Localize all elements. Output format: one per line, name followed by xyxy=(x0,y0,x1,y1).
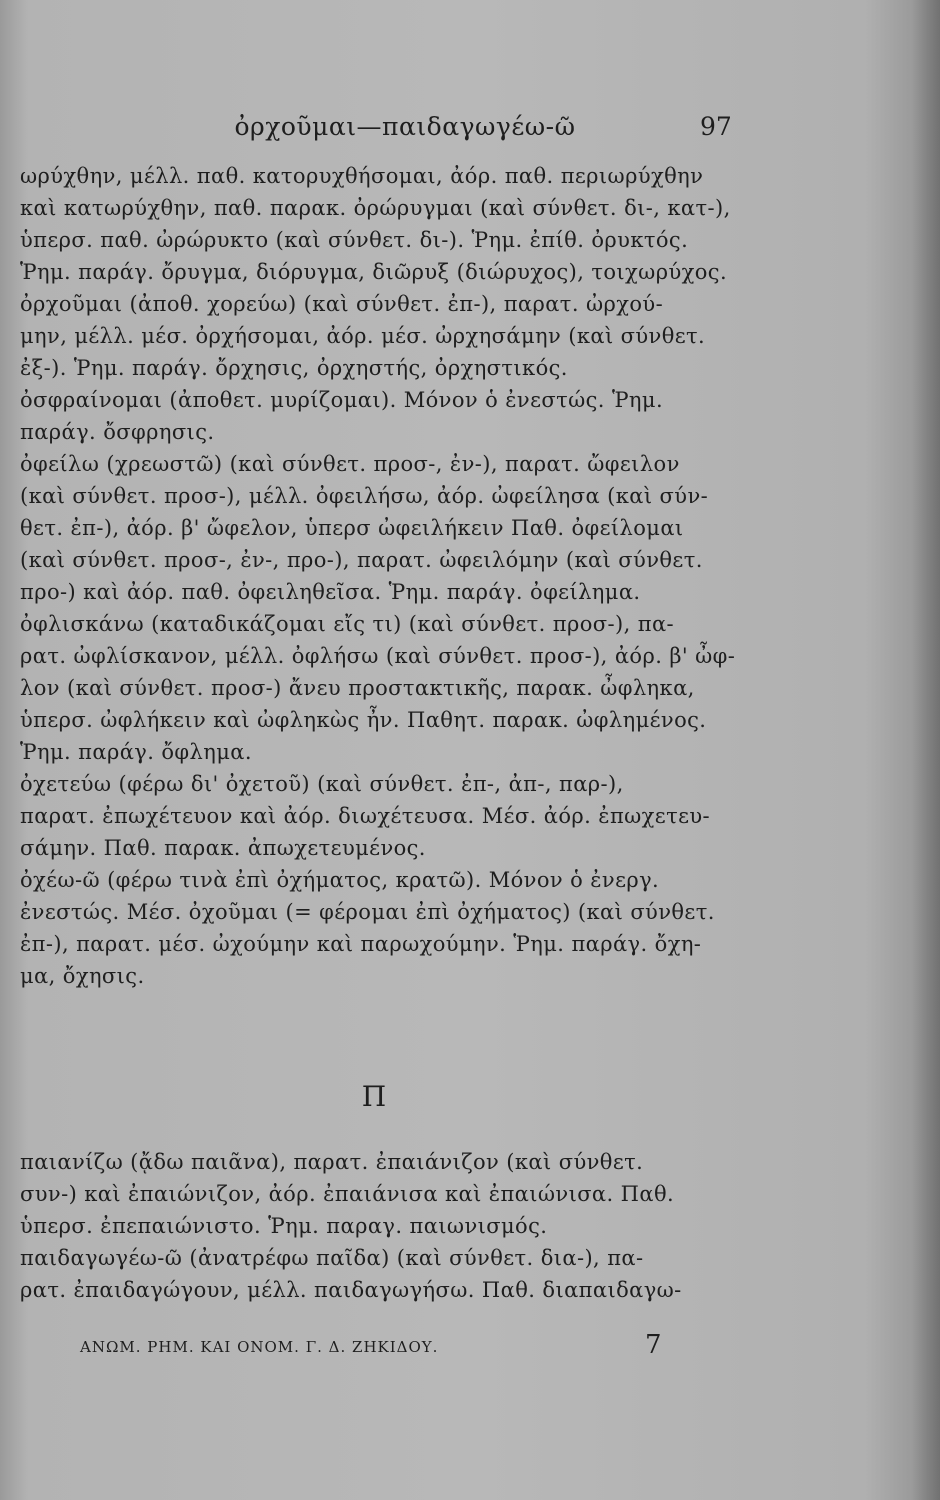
text-line: ἐπ-), παρατ. μέσ. ὠχούμην καὶ παρωχούμην. Ῥημ. παράγ. ὄχη- xyxy=(20,932,702,956)
header-title: ὀρχοῦμαι—παιδαγωγέω-ῶ xyxy=(234,112,576,141)
text-line: μα, ὄχησις. xyxy=(20,964,145,988)
text-line: παράγ. ὄσφρησις. xyxy=(20,420,215,444)
text-line: ὑπερσ. παθ. ὠρώρυκτο (καὶ σύνθετ. δι-). Ῥημ. ἐπίθ. ὀρυκτός. xyxy=(20,228,689,252)
page-footer xyxy=(0,1330,940,1370)
text-line: ὑπερσ. ὠφλήκειν καὶ ὠφληκὼς ἦν. Παθητ. παρακ. ὠφλημένος. xyxy=(20,708,707,732)
text-body xyxy=(20,160,750,992)
section-heading: Π xyxy=(361,1080,389,1113)
text-line: λον (καὶ σύνθετ. προσ-) ἄνευ προστακτικῆς, παρακ. ὦφληκα, xyxy=(20,676,695,700)
text-line: ὑπερσ. ἐπεπαιώνιστο. Ῥημ. παραγ. παιωνισμός. xyxy=(20,1214,548,1238)
text-line: Ῥημ. παράγ. ὄρυγμα, διόρυγμα, διῶρυξ (διώρυχος), τοιχωρύχος. xyxy=(20,260,728,284)
text-line: συν-) καὶ ἐπαιώνιζον, ἀόρ. ἐπαιάνισα καὶ ἐπαιώνισα. Παθ. xyxy=(20,1182,675,1206)
text-line: Ῥημ. παράγ. ὄφλημα. xyxy=(20,740,252,764)
text-line: παιδαγωγέω-ῶ (ἀνατρέφω παῖδα) (καὶ σύνθετ. δια-), πα- xyxy=(20,1246,644,1270)
text-line: ωρύχθην, μέλλ. παθ. κατορυχθήσομαι, ἀόρ. παθ. περιωρύχθην xyxy=(20,164,704,188)
text-line: καὶ κατωρύχθην, παθ. παρακ. ὀρώρυγμαι (καὶ σύνθετ. δι-, κατ-), xyxy=(20,196,731,220)
text-line: μην, μέλλ. μέσ. ὀρχήσομαι, ἀόρ. μέσ. ὠρχησάμην (καὶ σύνθετ. xyxy=(20,324,706,348)
text-line: σάμην. Παθ. παρακ. ἀπωχετευμένος. xyxy=(20,836,426,860)
text-line: παιανίζω (ᾄδω παιᾶνα), παρατ. ἐπαιάνιζον (καὶ σύνθετ. xyxy=(20,1150,644,1174)
running-header xyxy=(0,108,940,148)
text-line: ἐξ-). Ῥημ. παράγ. ὄρχησις, ὀρχηστής, ὀρχηστικός. xyxy=(20,356,568,380)
text-line: ὀφλισκάνω (καταδικάζομαι εἴς τι) (καὶ σύνθετ. προσ-), πα- xyxy=(20,612,675,636)
text-line: (καὶ σύνθετ. προσ-, ἐν-, προ-), παρατ. ὠφειλόμην (καὶ σύνθετ. xyxy=(20,548,703,572)
page-number: 97 xyxy=(700,112,732,141)
text-line: ὀχετεύω (φέρω δι' ὀχετοῦ) (καὶ σύνθετ. ἐπ-, ἀπ-, παρ-), xyxy=(20,772,624,796)
sheet-number: 7 xyxy=(645,1330,662,1360)
page-spine-shadow xyxy=(912,0,940,1500)
text-line: προ-) καὶ ἀόρ. παθ. ὀφειληθεῖσα. Ῥημ. παράγ. ὀφείλημα. xyxy=(20,580,641,604)
footer-signature: ΑΝΩΜ. ΡΗΜ. ΚΑΙ ΟΝΟΜ. Γ. Δ. ΖΗΚΙΔΟΥ. xyxy=(80,1338,439,1356)
text-line: ρατ. ἐπαιδαγώγουν, μέλλ. παιδαγωγήσω. Παθ. διαπαιδαγω- xyxy=(20,1278,682,1302)
text-line: ἐνεστώς. Μέσ. ὀχοῦμαι (= φέρομαι ἐπὶ ὀχήματος) (καὶ σύνθετ. xyxy=(20,900,715,924)
text-line: ὀφείλω (χρεωστῶ) (καὶ σύνθετ. προσ-, ἐν-), παρατ. ὤφειλον xyxy=(20,452,680,476)
text-line: ὀσφραίνομαι (ἀποθετ. μυρίζομαι). Μόνον ὁ ἐνεστώς. Ῥημ. xyxy=(20,388,664,412)
text-line: ὀρχοῦμαι (ἀποθ. χορεύω) (καὶ σύνθετ. ἐπ-), παρατ. ὠρχού- xyxy=(20,292,664,316)
text-line: παρατ. ἐπωχέτευον καὶ ἀόρ. διωχέτευσα. Μέσ. ἀόρ. ἐπωχετευ- xyxy=(20,804,711,828)
text-line: θετ. ἐπ-), ἀόρ. β' ὤφελον, ὑπερσ ὠφειλήκειν Παθ. ὀφείλομαι xyxy=(20,516,684,540)
text-line: ρατ. ὠφλίσκανον, μέλλ. ὀφλήσω (καὶ σύνθετ. προσ-), ἀόρ. β' ὦφ- xyxy=(20,644,736,668)
text-line: ὀχέω-ῶ (φέρω τινὰ ἐπὶ ὀχήματος, κρατῶ). Μόνον ὁ ἐνεργ. xyxy=(20,868,660,892)
text-body-section xyxy=(20,1146,750,1306)
text-line: (καὶ σύνθετ. προσ-), μέλλ. ὀφειλήσω, ἀόρ. ὠφείλησα (καὶ σύν- xyxy=(20,484,709,508)
